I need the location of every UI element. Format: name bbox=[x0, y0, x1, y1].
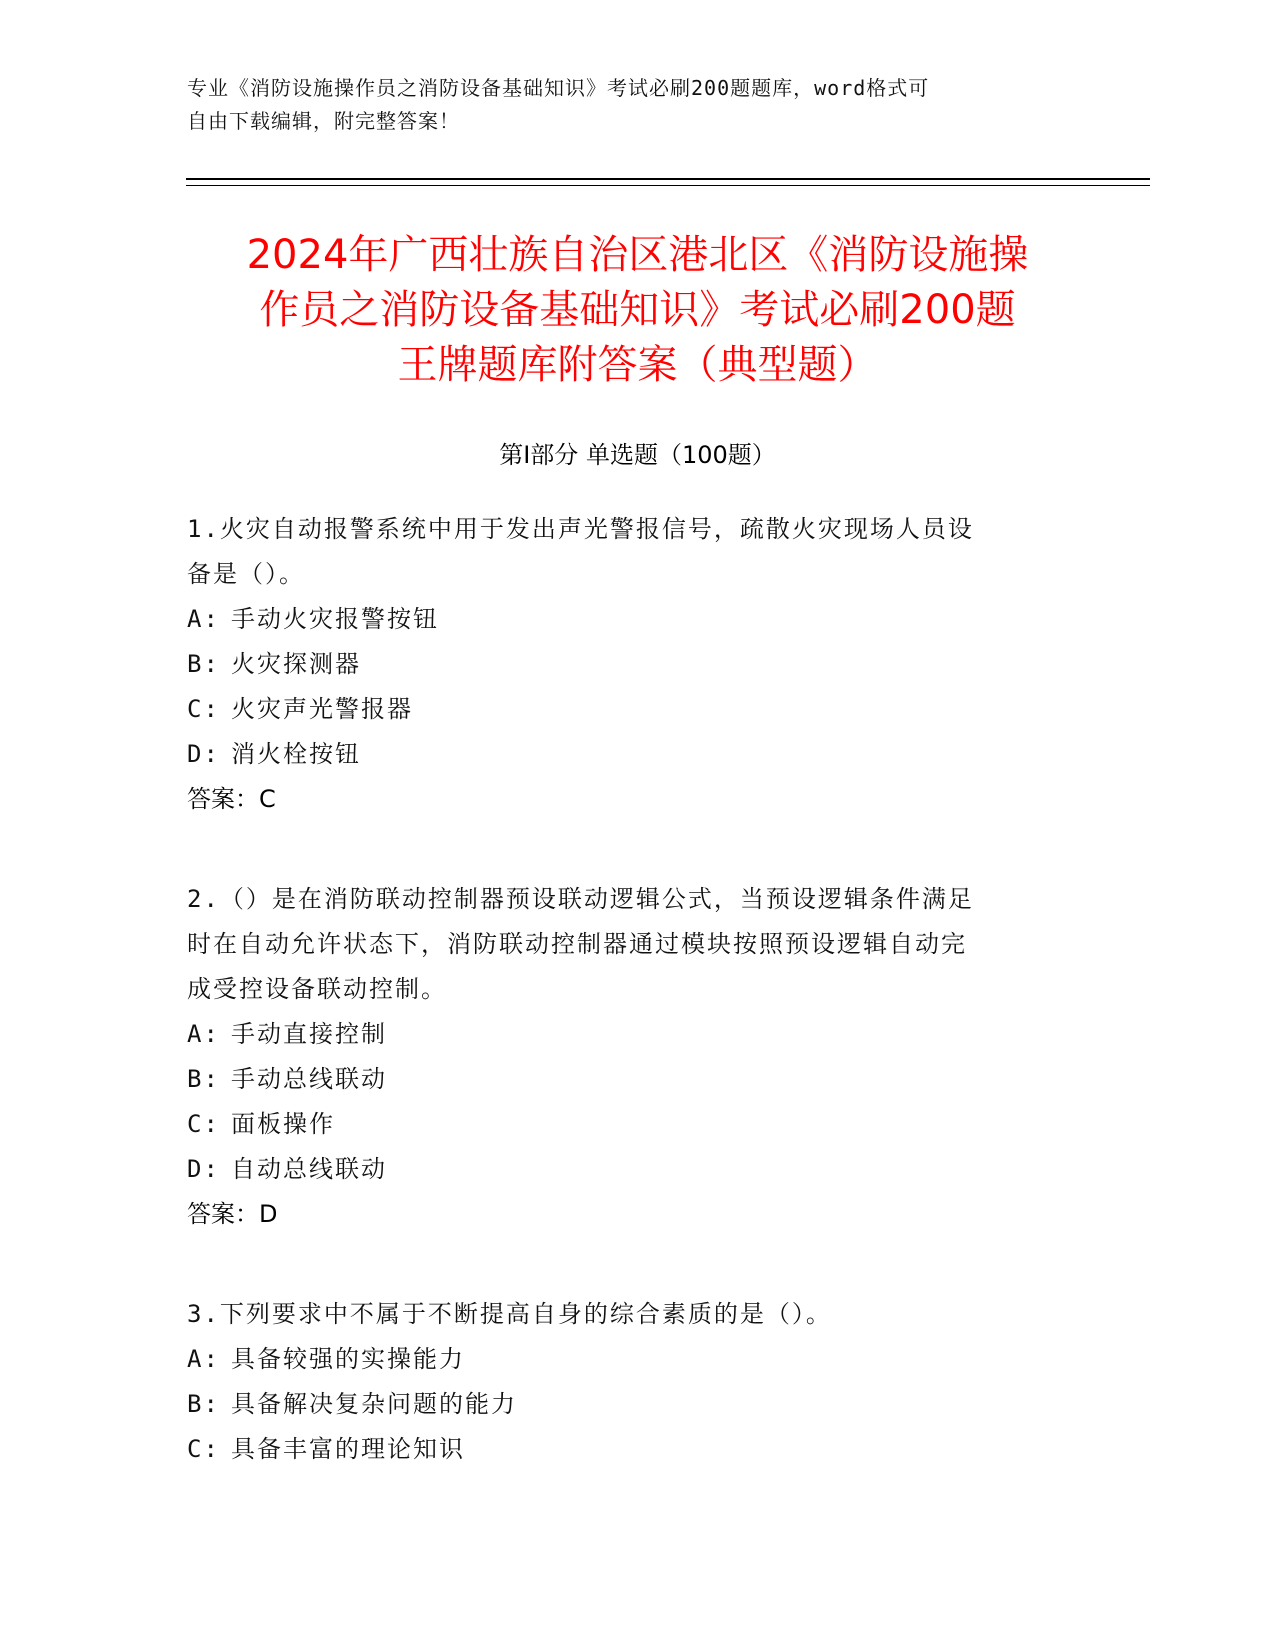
option-letter: B: bbox=[187, 1390, 220, 1418]
option-letter: C: bbox=[187, 1110, 220, 1138]
header-note bbox=[187, 72, 1067, 138]
option-letter: C: bbox=[187, 1435, 220, 1463]
header-divider-thick bbox=[186, 178, 1150, 180]
option-letter: C: bbox=[187, 695, 220, 723]
option-text: 具备较强的实操能力 bbox=[231, 1345, 465, 1373]
option-text: 具备解决复杂问题的能力 bbox=[231, 1390, 517, 1418]
option-a bbox=[187, 1012, 1067, 1057]
document-title bbox=[180, 228, 1095, 393]
question-stem-line: 备是（）。 bbox=[187, 560, 305, 588]
question-stem-line: 3.下列要求中不属于不断提高自身的综合素质的是（）。 bbox=[187, 1300, 832, 1328]
question-stem-line: 时在自动允许状态下，消防联动控制器通过模块按照预设逻辑自动完 bbox=[187, 930, 967, 958]
header-divider-thin bbox=[186, 185, 1150, 186]
question-stem-line: 1.火灾自动报警系统中用于发出声光警报信号，疏散火灾现场人员设 bbox=[187, 515, 974, 543]
option-text: 手动总线联动 bbox=[231, 1065, 387, 1093]
option-b bbox=[187, 1382, 1067, 1427]
option-letter: B: bbox=[187, 650, 220, 678]
header-note-line-2: 自由下载编辑，附完整答案！ bbox=[187, 109, 460, 133]
title-line-1: 2024年广西壮族自治区港北区《消防设施操 bbox=[246, 232, 1029, 278]
option-text: 火灾探测器 bbox=[231, 650, 361, 678]
question-3 bbox=[187, 1292, 1067, 1472]
title-line-2: 作员之消防设备基础知识》考试必刷200题 bbox=[259, 287, 1016, 333]
option-text: 具备丰富的理论知识 bbox=[231, 1435, 465, 1463]
question-2 bbox=[187, 877, 1067, 1237]
option-letter: D: bbox=[187, 1155, 220, 1183]
option-text: 自动总线联动 bbox=[231, 1155, 387, 1183]
option-d bbox=[187, 732, 1067, 777]
option-text: 面板操作 bbox=[231, 1110, 335, 1138]
option-text: 火灾声光警报器 bbox=[231, 695, 413, 723]
question-1 bbox=[187, 507, 1067, 822]
option-text: 手动火灾报警按钮 bbox=[231, 605, 439, 633]
title-line-3: 王牌题库附答案（典型题） bbox=[397, 342, 878, 388]
option-c bbox=[187, 1427, 1067, 1472]
option-letter: A: bbox=[187, 1020, 220, 1048]
answer-line: 答案：D bbox=[187, 1200, 278, 1228]
option-letter: A: bbox=[187, 1345, 220, 1373]
header-note-line-1: 专业《消防设施操作员之消防设备基础知识》考试必刷200题题库，word格式可 bbox=[187, 76, 930, 100]
question-stem-line: 2.（）是在消防联动控制器预设联动逻辑公式，当预设逻辑条件满足 bbox=[187, 885, 974, 913]
option-letter: B: bbox=[187, 1065, 220, 1093]
option-letter: D: bbox=[187, 740, 220, 768]
answer-line: 答案：C bbox=[187, 785, 276, 813]
option-c bbox=[187, 1102, 1067, 1147]
question-stem-line: 成受控设备联动控制。 bbox=[187, 975, 447, 1003]
option-b bbox=[187, 1057, 1067, 1102]
option-c bbox=[187, 687, 1067, 732]
option-b bbox=[187, 642, 1067, 687]
option-text: 手动直接控制 bbox=[231, 1020, 387, 1048]
option-a bbox=[187, 1337, 1067, 1382]
option-text: 消火栓按钮 bbox=[231, 740, 361, 768]
option-letter: A: bbox=[187, 605, 220, 633]
option-a bbox=[187, 597, 1067, 642]
section-heading: 第Ⅰ部分 单选题（100题） bbox=[499, 441, 776, 469]
option-d bbox=[187, 1147, 1067, 1192]
